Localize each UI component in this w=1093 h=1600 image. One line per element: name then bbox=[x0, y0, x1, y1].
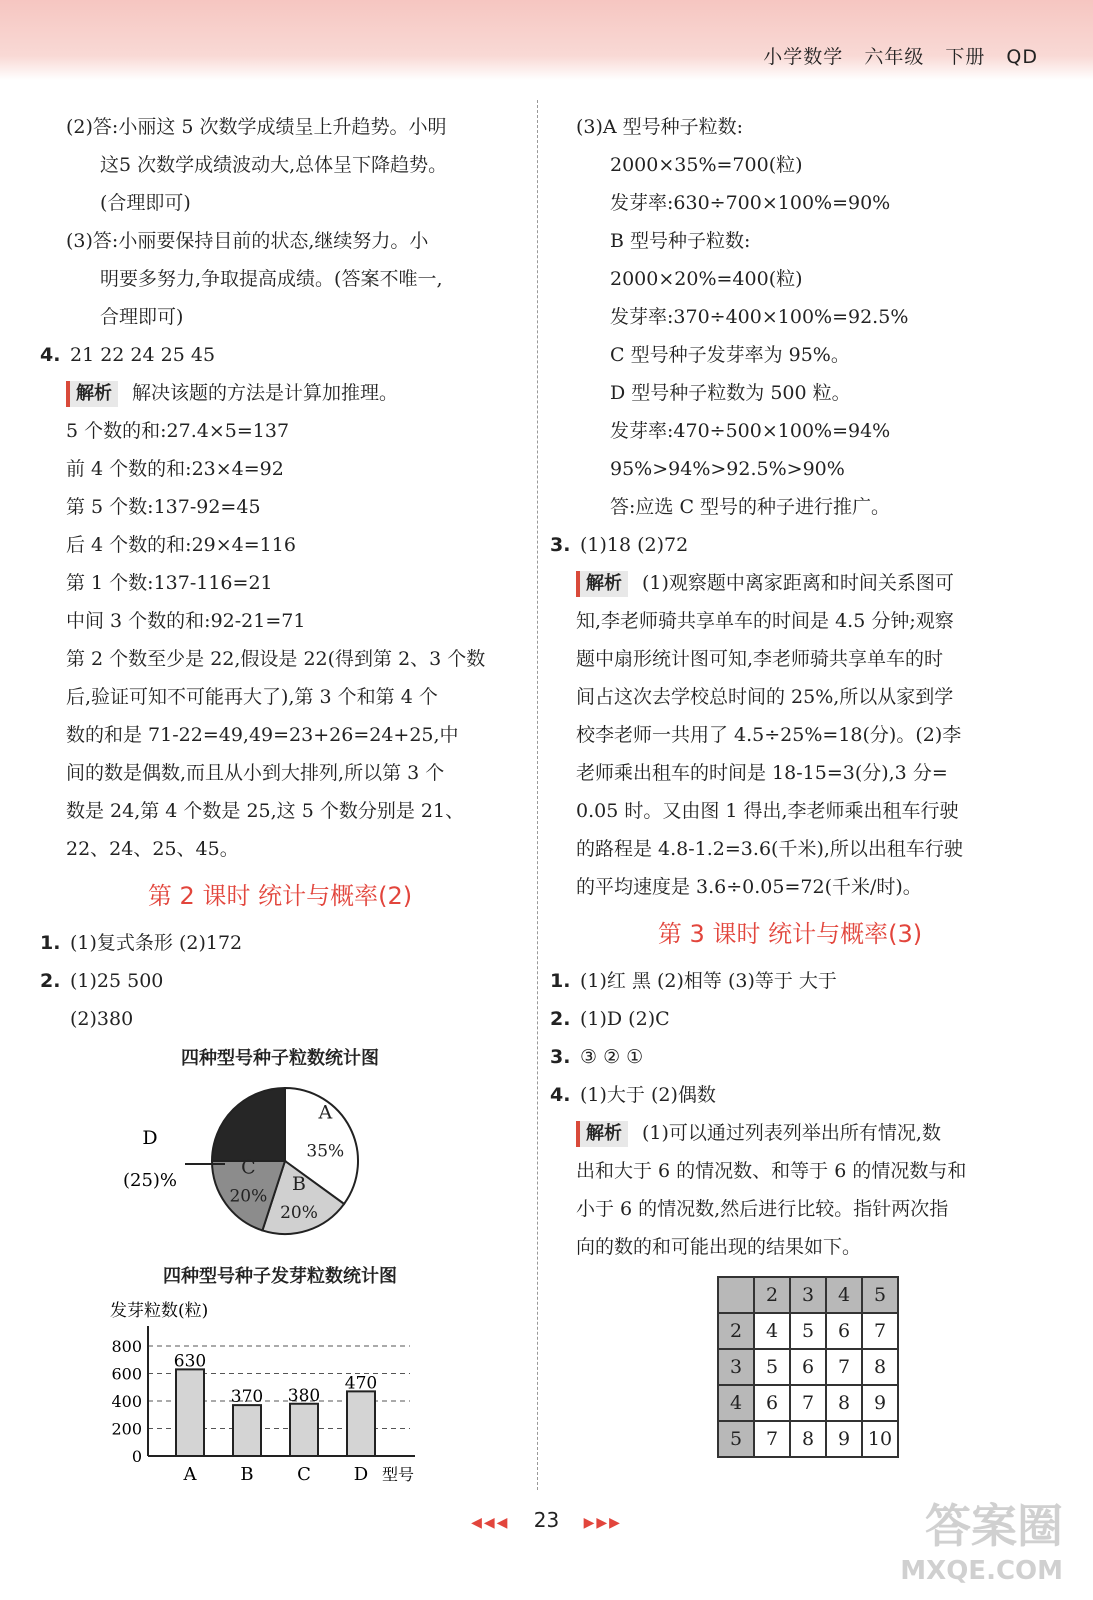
question-3 bbox=[550, 526, 1030, 564]
answer: (1)大于 (2)偶数 bbox=[580, 1084, 716, 1106]
table-cell: 6 bbox=[754, 1385, 790, 1421]
question-number: 2. bbox=[40, 970, 61, 992]
table-cell: 10 bbox=[862, 1421, 898, 1457]
analysis-line bbox=[40, 374, 520, 412]
text-line: 合理即可) bbox=[100, 306, 184, 328]
table-cell: 7 bbox=[826, 1349, 862, 1385]
table-row bbox=[718, 1385, 898, 1421]
analysis-line: 0.05 时。又由图 1 得出,李老师乘出租车行驶 bbox=[576, 800, 959, 822]
page-number: 23 bbox=[533, 1508, 560, 1532]
calc-line: 22、24、25、45。 bbox=[66, 838, 239, 860]
question-4 bbox=[40, 336, 520, 374]
y-tick-label: 200 bbox=[111, 1419, 142, 1439]
analysis-line: 向的数的和可能出现的结果如下。 bbox=[576, 1236, 862, 1258]
table-cell: 8 bbox=[790, 1421, 826, 1457]
analysis-text: (1)可以通过列表列举出所有情况,数 bbox=[642, 1122, 941, 1144]
pie-chart bbox=[40, 1076, 520, 1256]
analysis-line: 题中扇形统计图可知,李老师骑共享单车的时 bbox=[576, 648, 944, 670]
y-tick-label: 600 bbox=[111, 1364, 142, 1384]
analysis-line: 老师乘出租车的时间是 18-15=3(分),3 分= bbox=[576, 762, 948, 784]
question-number: 1. bbox=[550, 970, 571, 992]
prev-arrows-icon: ◀◀◀ bbox=[471, 1515, 510, 1531]
table-cell: 5 bbox=[754, 1349, 790, 1385]
question-number: 4. bbox=[40, 344, 61, 366]
y-tick-label: 800 bbox=[111, 1337, 142, 1356]
calc-line: B 型号种子粒数: bbox=[610, 230, 751, 252]
answer: (1)复式条形 (2)172 bbox=[70, 932, 243, 954]
calc-line: 第 1 个数:137-116=21 bbox=[66, 572, 273, 594]
calc-line: C 型号种子发芽率为 95%。 bbox=[610, 344, 850, 366]
calc-line: D 型号种子粒数为 500 粒。 bbox=[610, 382, 851, 404]
table-row-header: 4 bbox=[718, 1385, 754, 1421]
analysis-tag: 解析 bbox=[576, 1121, 628, 1147]
question-number: 2. bbox=[550, 1008, 571, 1030]
section-title: 第 3 课时 统计与概率(3) bbox=[657, 920, 923, 948]
y-tick-label: 0 bbox=[131, 1447, 142, 1466]
table-row-header: 2 bbox=[718, 1313, 754, 1349]
x-tick-label: A bbox=[183, 1464, 197, 1484]
question-2 bbox=[550, 1000, 1030, 1038]
question-number: 3. bbox=[550, 534, 571, 556]
table-cell: 6 bbox=[826, 1313, 862, 1349]
y-tick-label: 400 bbox=[111, 1392, 142, 1411]
table-header-cell: 3 bbox=[790, 1277, 826, 1313]
bar-B bbox=[233, 1405, 261, 1456]
answer: (2)380 bbox=[70, 1008, 134, 1030]
table-row-header: 5 bbox=[718, 1421, 754, 1457]
watermark-text: 答案圈 bbox=[925, 1499, 1063, 1553]
table-cell: 9 bbox=[826, 1421, 862, 1457]
analysis-line: 的平均速度是 3.6÷0.05=72(千米/时)。 bbox=[576, 876, 922, 898]
question-4 bbox=[550, 1076, 1030, 1114]
calc-line: 第 2 个数至少是 22,假设是 22(得到第 2、3 个数 bbox=[66, 648, 486, 670]
x-tick-label: D bbox=[353, 1464, 369, 1484]
column-divider bbox=[537, 100, 538, 1490]
table-header-cell: 5 bbox=[862, 1277, 898, 1313]
calc-line: 数是 24,第 4 个数是 25,这 5 个数分别是 21、 bbox=[66, 800, 465, 822]
x-tick-label: B bbox=[240, 1464, 254, 1484]
calc-line: 95%>94%>92.5%>90% bbox=[610, 458, 845, 480]
answer: (1)18 (2)72 bbox=[580, 534, 689, 556]
table-cell: 8 bbox=[826, 1385, 862, 1421]
table-cell: 8 bbox=[862, 1349, 898, 1385]
table-cell: 6 bbox=[790, 1349, 826, 1385]
question-1 bbox=[40, 924, 520, 962]
calc-line: 前 4 个数的和:23×4=92 bbox=[66, 458, 284, 480]
calc-line: 后 4 个数的和:29×4=116 bbox=[66, 534, 296, 556]
pie-value-label: 35% bbox=[306, 1141, 345, 1162]
table-row-header: 3 bbox=[718, 1349, 754, 1385]
left-column bbox=[40, 108, 520, 1488]
table-cell: 9 bbox=[862, 1385, 898, 1421]
text-line: 明要多努力,争取提高成绩。(答案不唯一, bbox=[100, 268, 443, 290]
pie-category-label: D bbox=[142, 1127, 158, 1149]
question-number: 4. bbox=[550, 1084, 571, 1106]
table-cell: 5 bbox=[790, 1313, 826, 1349]
text-line: (2)答:小丽这 5 次数学成绩呈上升趋势。小明 bbox=[66, 116, 447, 138]
calc-line: 后,验证可知不可能再大了),第 3 个和第 4 个 bbox=[66, 686, 438, 708]
bar-A bbox=[176, 1369, 204, 1456]
question-number: 3. bbox=[550, 1046, 571, 1068]
analysis-tag: 解析 bbox=[576, 571, 628, 597]
question-number: 1. bbox=[40, 932, 61, 954]
text-line: (3)A 型号种子粒数: bbox=[576, 116, 744, 138]
calc-line: 中间 3 个数的和:92-21=71 bbox=[66, 610, 306, 632]
table-cell: 7 bbox=[754, 1421, 790, 1457]
text-line: (合理即可) bbox=[100, 192, 191, 214]
pie-category-label: B bbox=[292, 1173, 306, 1196]
y-axis-label: 发芽粒数(粒) bbox=[110, 1301, 209, 1321]
pie-category-label: A bbox=[318, 1101, 333, 1124]
calc-line: 答:应选 C 型号的种子进行推广。 bbox=[610, 496, 891, 518]
calc-line: 发芽率:370÷400×100%=92.5% bbox=[610, 306, 909, 328]
x-tick-label: C bbox=[297, 1464, 311, 1484]
answer: (1)红 黑 (2)相等 (3)等于 大于 bbox=[580, 970, 837, 992]
bar-value-label: 380 bbox=[287, 1385, 321, 1406]
section-title: 第 2 课时 统计与概率(2) bbox=[147, 882, 413, 910]
calc-line: 2000×35%=700(粒) bbox=[610, 154, 803, 176]
analysis-line bbox=[550, 564, 1030, 602]
text-line: (3)答:小丽要保持目前的状态,继续努力。小 bbox=[66, 230, 429, 252]
right-column bbox=[550, 108, 1030, 1458]
table-corner bbox=[718, 1277, 754, 1313]
pie-chart-title: 四种型号种子粒数统计图 bbox=[181, 1048, 379, 1069]
question-1 bbox=[550, 962, 1030, 1000]
pie-category-label: C bbox=[241, 1156, 256, 1179]
analysis-line: 校李老师一共用了 4.5÷25%=18(分)。(2)李 bbox=[576, 724, 962, 746]
sum-table bbox=[717, 1276, 899, 1458]
bar-value-label: 470 bbox=[344, 1373, 378, 1394]
question-2 bbox=[40, 962, 520, 1000]
analysis-text: (1)观察题中离家距离和时间关系图可 bbox=[642, 572, 954, 594]
pie-value-label: 20% bbox=[229, 1186, 268, 1207]
analysis-line bbox=[550, 1114, 1030, 1152]
analysis-line: 的路程是 4.8-1.2=3.6(千米),所以出租车行驶 bbox=[576, 838, 963, 860]
calc-line: 数的和是 71-22=49,49=23+26=24+25,中 bbox=[66, 724, 459, 746]
table-header-cell: 4 bbox=[826, 1277, 862, 1313]
x-axis-label: 型号 bbox=[382, 1465, 415, 1484]
analysis-text: 解决该题的方法是计算加推理。 bbox=[132, 382, 399, 404]
calc-line: 5 个数的和:27.4×5=137 bbox=[66, 420, 290, 442]
table-row bbox=[718, 1421, 898, 1457]
bar-chart bbox=[40, 1294, 520, 1484]
analysis-line: 知,李老师骑共享单车的时间是 4.5 分钟;观察 bbox=[576, 610, 954, 632]
next-arrows-icon: ▶▶▶ bbox=[583, 1515, 622, 1531]
table-cell: 7 bbox=[790, 1385, 826, 1421]
watermark bbox=[900, 1490, 1063, 1586]
pie-slice-D bbox=[212, 1088, 285, 1161]
table-row bbox=[718, 1313, 898, 1349]
table-header-row bbox=[718, 1277, 898, 1313]
table-cell: 7 bbox=[862, 1313, 898, 1349]
watermark-url: MXQE.COM bbox=[900, 1556, 1063, 1586]
bar-C bbox=[290, 1404, 318, 1456]
answer: (1)D (2)C bbox=[580, 1008, 670, 1030]
calc-line: 间的数是偶数,而且从小到大排列,所以第 3 个 bbox=[66, 762, 445, 784]
bar-value-label: 630 bbox=[173, 1351, 207, 1372]
answer: 21 22 24 25 45 bbox=[70, 344, 216, 366]
analysis-line: 小于 6 的情况数,然后进行比较。指针两次指 bbox=[576, 1198, 949, 1220]
pie-value-label: (25)% bbox=[122, 1170, 178, 1191]
text-line: 这5 次数学成绩波动大,总体呈下降趋势。 bbox=[100, 154, 448, 176]
calc-line: 第 5 个数:137-92=45 bbox=[66, 496, 261, 518]
page-header bbox=[0, 0, 1093, 80]
answer: (1)25 500 bbox=[70, 970, 164, 992]
bar-chart-title: 四种型号种子发芽粒数统计图 bbox=[163, 1266, 397, 1287]
table-row bbox=[718, 1349, 898, 1385]
bar-D bbox=[347, 1391, 375, 1456]
analysis-tag: 解析 bbox=[66, 381, 118, 407]
calc-line: 发芽率:630÷700×100%=90% bbox=[610, 192, 891, 214]
question-3 bbox=[550, 1038, 1030, 1076]
analysis-line: 出和大于 6 的情况数、和等于 6 的情况数与和 bbox=[576, 1160, 967, 1182]
analysis-line: 间占这次去学校总时间的 25%,所以从家到学 bbox=[576, 686, 954, 708]
pie-value-label: 20% bbox=[280, 1203, 318, 1224]
header-title: 小学数学 六年级 下册 QD bbox=[763, 46, 1038, 68]
bar-value-label: 370 bbox=[230, 1387, 264, 1408]
table-header-cell: 2 bbox=[754, 1277, 790, 1313]
table-cell: 4 bbox=[754, 1313, 790, 1349]
calc-line: 发芽率:470÷500×100%=94% bbox=[610, 420, 891, 442]
answer: ③ ② ① bbox=[580, 1046, 644, 1068]
calc-line: 2000×20%=400(粒) bbox=[610, 268, 803, 290]
